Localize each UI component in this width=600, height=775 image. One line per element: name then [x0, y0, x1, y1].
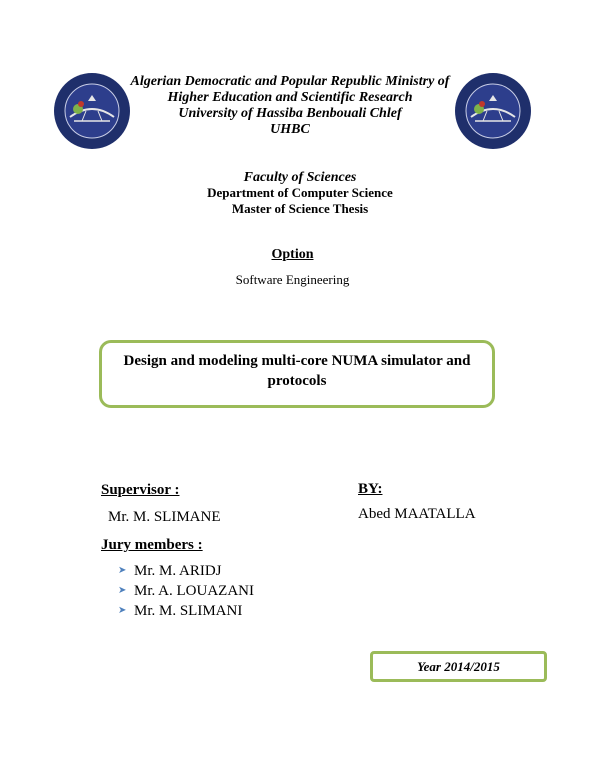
jury-label: Jury members :: [101, 537, 203, 553]
jury-member-name: Mr. M. SLIMANI: [134, 603, 243, 619]
header-line-university: University of Hassiba Benbouali Chlef: [178, 106, 402, 121]
university-seal-icon: [453, 71, 533, 151]
arrow-bullet-icon: ➤: [118, 605, 127, 616]
degree-name: Master of Science Thesis: [231, 201, 369, 216]
arrow-bullet-icon: ➤: [118, 585, 127, 596]
list-item: [118, 561, 254, 581]
jury-member-name: Mr. A. LOUAZANI: [134, 583, 254, 599]
list-item: [118, 601, 254, 621]
year-box: Year 2014/2015: [370, 651, 547, 682]
header-line-abbrev: UHBC: [270, 122, 310, 137]
faculty-name: Faculty of Sciences: [243, 170, 357, 185]
option-value: Software Engineering: [235, 272, 350, 287]
header-line-ministry: Algerian Democratic and Popular Republic Ministry of: [130, 74, 450, 89]
list-item: [118, 581, 254, 601]
header-line-education: Higher Education and Scientific Research: [167, 90, 413, 105]
thesis-title-line-1: Design and modeling multi-core NUMA simulator and: [123, 353, 471, 369]
institution-header: [130, 74, 450, 138]
thesis-title-box: [99, 340, 495, 408]
university-logo-right: [453, 71, 533, 151]
department-name: Department of Computer Science: [207, 185, 393, 200]
arrow-bullet-icon: ➤: [118, 565, 127, 576]
jury-list: [118, 561, 254, 621]
author-label: BY:: [358, 481, 383, 497]
university-seal-icon: [52, 71, 132, 151]
option-label: Option: [271, 247, 314, 262]
university-logo-left: [52, 71, 132, 151]
supervisor-name: Mr. M. SLIMANE: [108, 509, 221, 525]
supervisor-label: Supervisor :: [101, 482, 180, 498]
author-name: Abed MAATALLA: [358, 506, 476, 522]
jury-member-name: Mr. M. ARIDJ: [134, 563, 222, 579]
thesis-title-line-2: protocols: [267, 373, 327, 389]
